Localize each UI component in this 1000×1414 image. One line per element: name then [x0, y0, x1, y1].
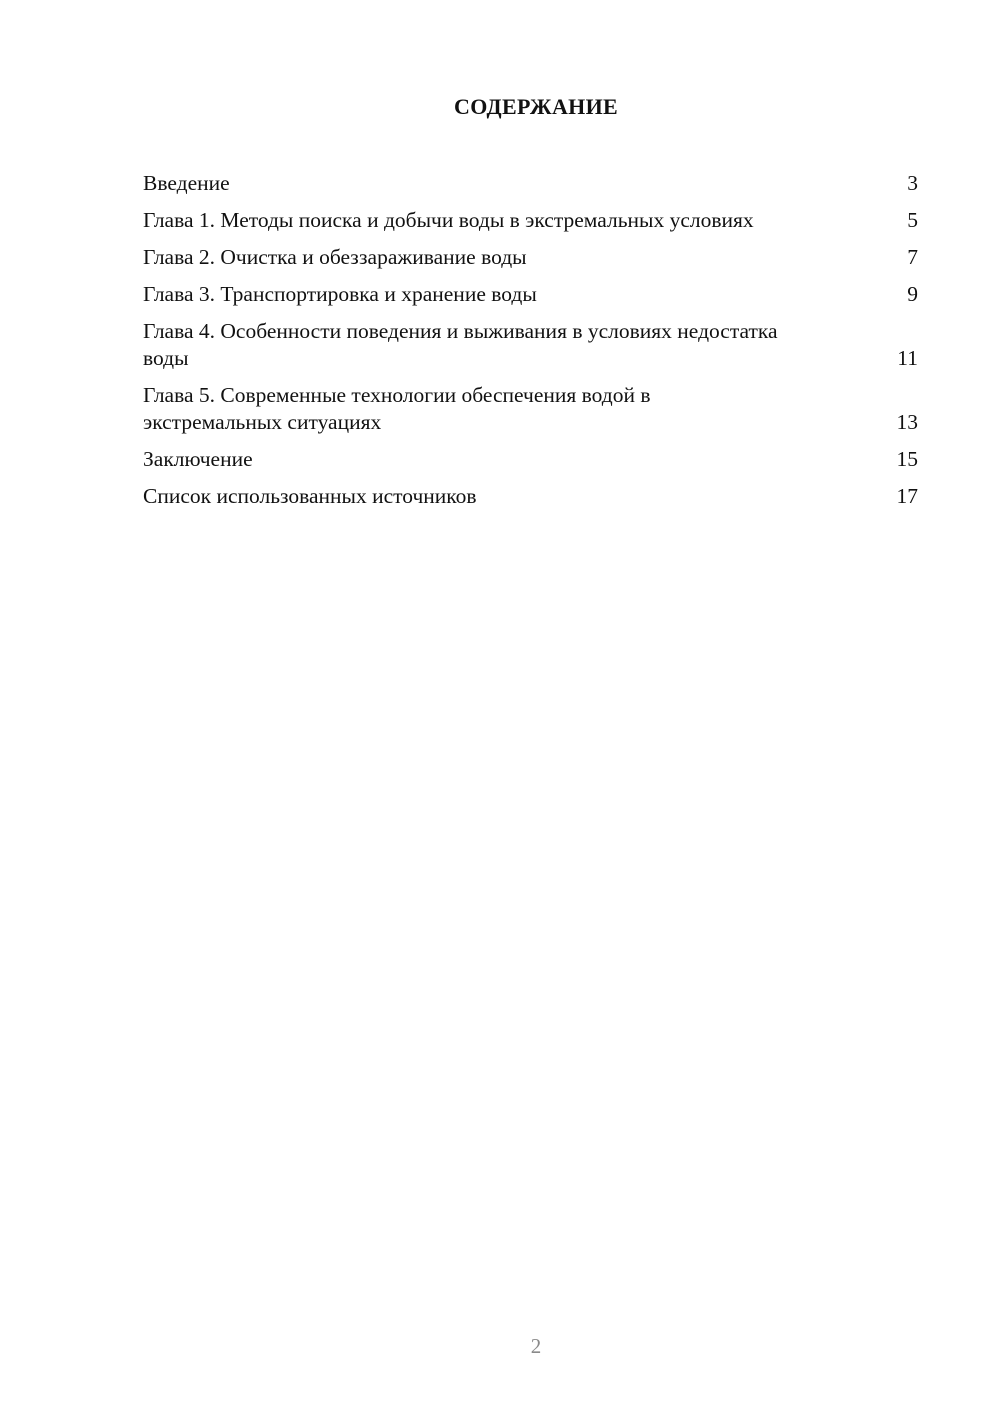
toc-entry-title: Глава 5. Современные технологии обеспечения водой в экстремальных ситуациях [143, 383, 651, 434]
table-of-contents [143, 170, 918, 520]
toc-entry[interactable] [143, 318, 918, 372]
toc-entry-page: 9 [907, 282, 918, 306]
toc-entry-page: 3 [907, 171, 918, 195]
toc-entry[interactable] [143, 446, 918, 473]
toc-entry-page: 7 [907, 245, 918, 269]
toc-entry[interactable] [143, 244, 918, 271]
toc-entry-title: Заключение [143, 447, 253, 471]
toc-entry-page: 17 [896, 484, 918, 508]
toc-entry-title: Введение [143, 171, 230, 195]
toc-entry[interactable] [143, 207, 918, 234]
toc-entry-page: 15 [896, 447, 918, 471]
toc-entry-title: Список использованных источников [143, 484, 477, 508]
toc-entry-page: 13 [896, 410, 918, 434]
page-number: 2 [530, 1334, 542, 1358]
toc-entry-title: Глава 4. Особенности поведения и выживания в условиях недостатка воды [143, 319, 778, 370]
document-title: СОДЕРЖАНИЕ [454, 94, 618, 119]
toc-entry-page: 5 [907, 208, 918, 232]
toc-entry-title: Глава 3. Транспортировка и хранение воды [143, 282, 537, 306]
toc-entry[interactable] [143, 483, 918, 510]
toc-entry[interactable] [143, 382, 918, 436]
toc-entry-page: 11 [897, 346, 918, 370]
toc-entry-title: Глава 2. Очистка и обеззараживание воды [143, 245, 527, 269]
toc-entry[interactable] [143, 281, 918, 308]
toc-entry-title: Глава 1. Методы поиска и добычи воды в экстремальных условиях [143, 208, 754, 232]
toc-entry[interactable] [143, 170, 918, 197]
